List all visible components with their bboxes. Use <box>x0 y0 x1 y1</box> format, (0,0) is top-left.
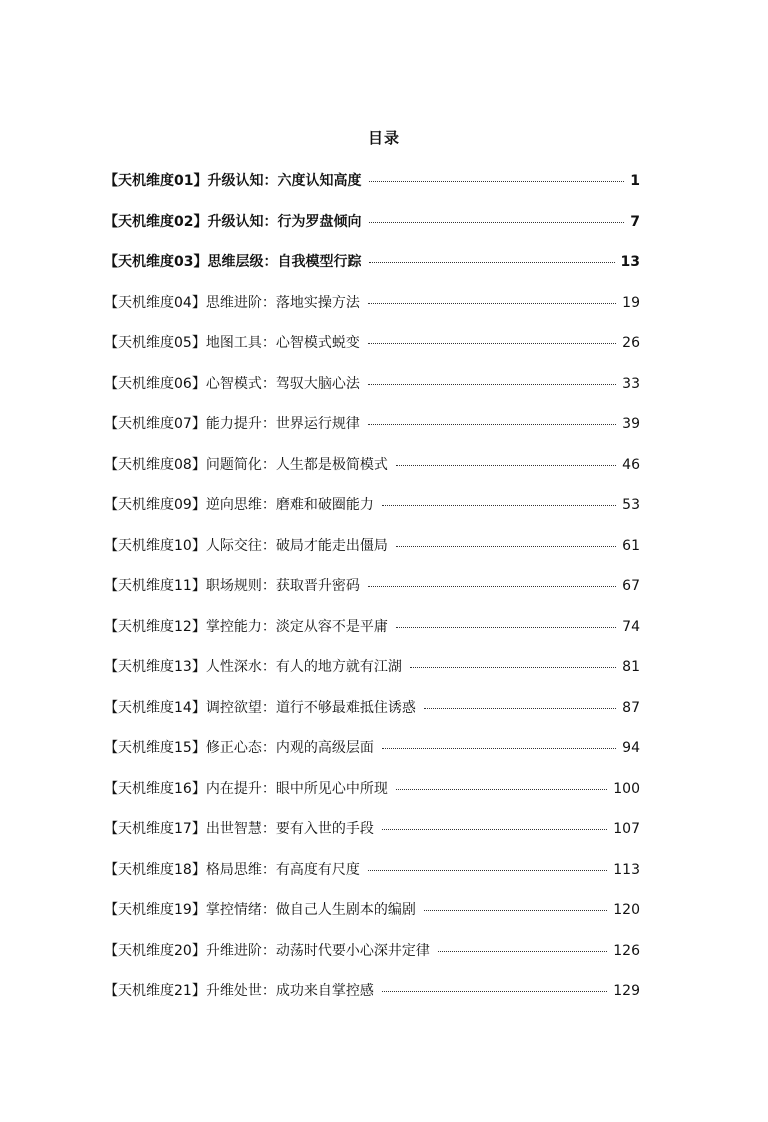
toc-dot-leader <box>424 708 616 709</box>
toc-page-number: 7 <box>630 213 640 230</box>
toc-entry[interactable] <box>104 737 640 778</box>
toc-page-number: 61 <box>622 537 640 554</box>
toc-entry-title: 【天机维度11】职场规则：获取晋升密码 <box>104 578 360 594</box>
toc-entry-title: 【天机维度13】人性深水：有人的地方就有江湖 <box>104 659 402 675</box>
toc-page-number: 19 <box>622 294 640 311</box>
toc-entry-title: 【天机维度20】升维进阶：动荡时代要小心深井定律 <box>104 942 430 959</box>
toc-dot-leader <box>396 789 607 790</box>
toc-entry[interactable] <box>104 211 640 252</box>
toc-page-number: 94 <box>622 740 640 756</box>
toc-dot-leader <box>369 262 614 263</box>
toc-dot-leader <box>368 586 616 587</box>
toc-entry[interactable] <box>104 332 640 373</box>
toc-dot-leader <box>369 222 624 223</box>
toc-entry-title: 【天机维度08】问题简化：人生都是极简模式 <box>104 456 388 473</box>
toc-entry[interactable] <box>104 818 640 859</box>
toc-entry-title: 【天机维度17】出世智慧：要有入世的手段 <box>104 821 374 837</box>
toc-dot-leader <box>368 303 616 304</box>
toc-entry[interactable] <box>104 170 640 211</box>
toc-page-number: 113 <box>613 861 640 878</box>
toc-page-number: 26 <box>622 335 640 351</box>
toc-entry[interactable] <box>104 778 640 819</box>
toc-dot-leader <box>382 829 607 830</box>
toc-entry-title: 【天机维度04】思维进阶：落地实操方法 <box>104 294 360 311</box>
toc-page-number: 129 <box>613 983 640 999</box>
toc-dot-leader <box>438 951 607 952</box>
toc-entry-title: 【天机维度10】人际交往：破局才能走出僵局 <box>104 537 388 554</box>
toc-entry-title: 【天机维度18】格局思维：有高度有尺度 <box>104 861 360 878</box>
toc-entry[interactable] <box>104 535 640 576</box>
toc-entry[interactable] <box>104 616 640 657</box>
toc-page-number: 107 <box>613 821 640 837</box>
toc-page-number: 87 <box>622 699 640 716</box>
toc-entry[interactable] <box>104 980 640 1021</box>
toc-dot-leader <box>424 910 607 911</box>
toc-entry[interactable] <box>104 859 640 900</box>
toc-dot-leader <box>382 748 616 749</box>
toc-dot-leader <box>368 343 616 344</box>
toc-dot-leader <box>368 870 607 871</box>
toc-page-number: 13 <box>620 254 640 270</box>
toc-entry[interactable] <box>104 292 640 333</box>
toc-entry[interactable] <box>104 454 640 495</box>
toc-entry-title: 【天机维度06】心智模式：驾驭大脑心法 <box>104 375 360 392</box>
toc-dot-leader <box>368 384 616 385</box>
toc-page-number: 33 <box>622 375 640 392</box>
toc-entry-title: 【天机维度07】能力提升：世界运行规律 <box>104 416 360 432</box>
toc-title: 目录 <box>367 129 400 147</box>
toc-entry[interactable] <box>104 940 640 981</box>
toc-entry-title: 【天机维度14】调控欲望：道行不够最难抵住诱惑 <box>104 699 416 716</box>
toc-page-number: 39 <box>622 416 640 432</box>
toc-entry-title: 【天机维度03】思维层级：自我模型行踪 <box>104 254 362 270</box>
toc-entry-title: 【天机维度19】掌控情绪：做自己人生剧本的编剧 <box>104 902 416 918</box>
toc-page-number: 46 <box>622 456 640 473</box>
toc-page-number: 100 <box>613 780 640 797</box>
toc-entry[interactable] <box>104 251 640 292</box>
toc-entry-title: 【天机维度16】内在提升：眼中所见心中所现 <box>104 780 388 797</box>
toc-entry[interactable] <box>104 373 640 414</box>
toc-dot-leader <box>396 465 616 466</box>
toc-page-number: 53 <box>622 497 640 513</box>
toc-entry-title: 【天机维度02】升级认知：行为罗盘倾向 <box>104 213 362 230</box>
toc-entry-title: 【天机维度21】升维处世：成功来自掌控感 <box>104 983 374 999</box>
toc-dot-leader <box>396 546 616 547</box>
toc-page-number: 126 <box>613 942 640 959</box>
toc-page-number: 1 <box>630 173 640 189</box>
toc-list <box>104 170 640 1021</box>
toc-entry[interactable] <box>104 697 640 738</box>
toc-dot-leader <box>368 424 616 425</box>
toc-dot-leader <box>396 627 616 628</box>
toc-page-number: 120 <box>613 902 640 918</box>
toc-entry-title: 【天机维度12】掌控能力：淡定从容不是平庸 <box>104 618 388 635</box>
toc-dot-leader <box>382 505 616 506</box>
toc-page-number: 67 <box>622 578 640 594</box>
toc-entry[interactable] <box>104 413 640 454</box>
toc-dot-leader <box>369 181 624 182</box>
toc-entry-title: 【天机维度15】修正心态：内观的高级层面 <box>104 740 374 756</box>
toc-entry-title: 【天机维度09】逆向思维：磨难和破圈能力 <box>104 497 374 513</box>
toc-page-number: 81 <box>622 659 640 675</box>
toc-entry[interactable] <box>104 656 640 697</box>
toc-dot-leader <box>410 667 616 668</box>
toc-page-number: 74 <box>622 618 640 635</box>
toc-entry[interactable] <box>104 899 640 940</box>
toc-entry[interactable] <box>104 494 640 535</box>
toc-entry-title: 【天机维度01】升级认知：六度认知高度 <box>104 173 362 189</box>
toc-entry[interactable] <box>104 575 640 616</box>
toc-entry-title: 【天机维度05】地图工具：心智模式蜕变 <box>104 335 360 351</box>
toc-dot-leader <box>382 991 607 992</box>
